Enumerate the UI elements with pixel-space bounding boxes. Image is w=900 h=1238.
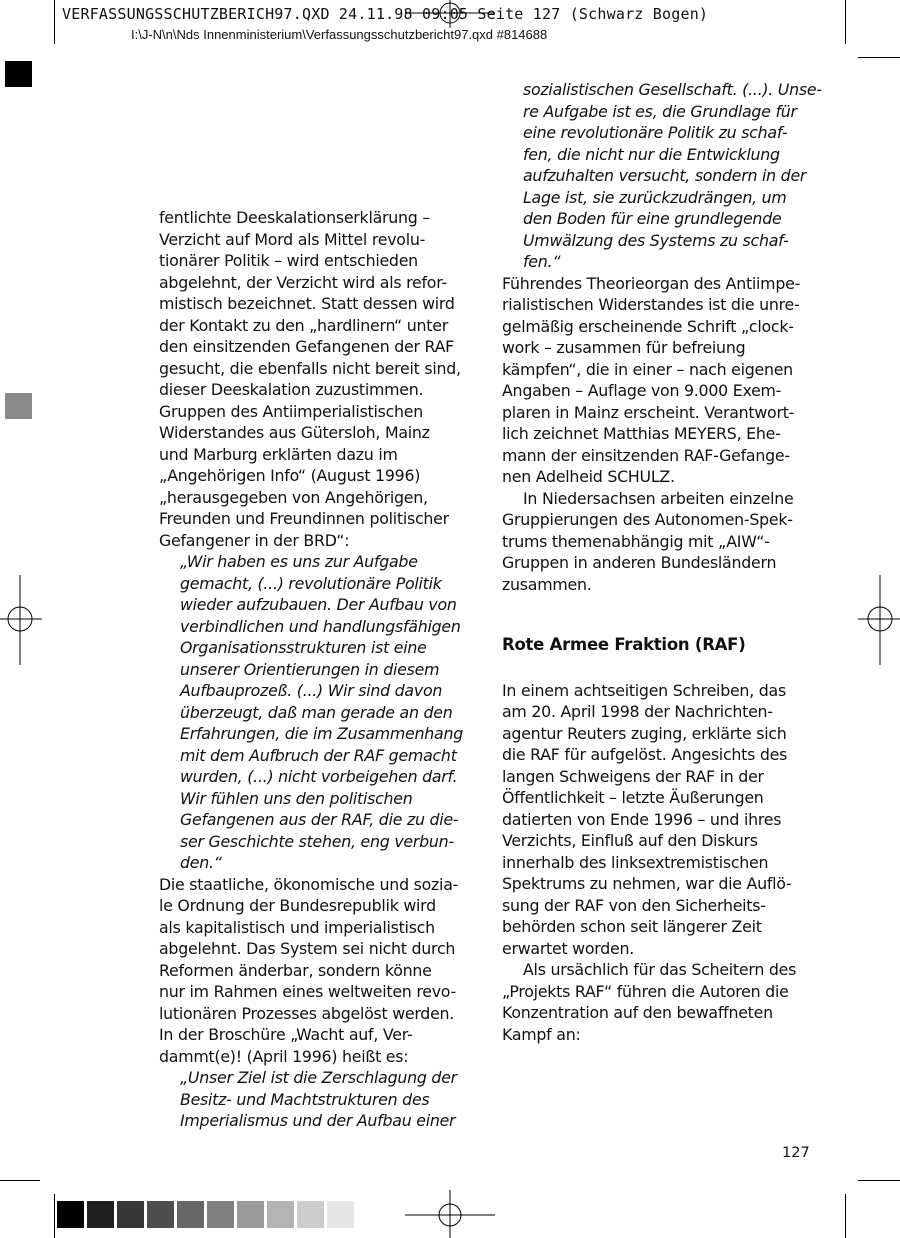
text-line: den einsitzenden Gefangenen der RAF [159,337,454,356]
text-line: nen Adelheid SCHULZ. [502,467,675,486]
print-slug: VERFASSUNGSSCHUTZBERICH97.QXD 24.11.98 09:05 Seite 127 (Schwarz Bogen) [62,5,709,23]
quote-line: „Unser Ziel ist die Zerschlagung der [180,1068,457,1087]
quote-line: aufzuhalten versucht, sondern in der [523,166,807,185]
text-line: mistisch bezeichnet. Statt dessen wird [159,294,455,313]
text-line: Als ursächlich für das Scheitern des [523,960,797,979]
quote-line: Wir fühlen uns den politischen [180,788,413,808]
text-line: „herausgegeben von Angehörigen, [159,487,428,507]
quote-line: wurden, (...) nicht vorbeigehen darf. [180,767,458,786]
quote-line: verbindlichen und handlungsfähigen [180,616,461,636]
quote-line: fen, die nicht nur die Entwicklung [523,144,780,164]
paragraph-raf-dissolution [502,680,822,960]
blockquote-wacht-auf [159,1067,463,1132]
text-line: Angaben – Auflage von 9.000 Exem- [502,381,782,400]
grayscale-swatch [237,1201,264,1228]
section-heading: Rote Armee Fraktion (RAF) [502,635,746,654]
text-line: abgelehnt, der Verzicht wird als refor- [159,272,447,292]
text-line: lich zeichnet Matthias MEYERS, Ehe- [502,424,781,443]
quote-line: Umwälzung des Systems zu schaf- [523,230,789,250]
text-line: Verzichts, Einfluß auf den Diskurs [502,831,758,850]
text-line: Führendes Theorieorgan des Antiimpe- [502,273,801,293]
quote-line: „Wir haben es uns zur Aufgabe [180,552,418,571]
text-line: Kampf an: [502,1024,581,1044]
text-line: „Projekts RAF“ führen die Autoren die [502,981,789,1001]
grayscale-swatch [327,1201,354,1228]
blockquote-angehoerigen-info [159,551,463,874]
paragraph-projekt-raf [502,959,822,1045]
quote-line: gemacht, (...) revolutionäre Politik [180,573,442,593]
file-path: I:\J-N\n\Nds Innenministerium\Verfassungsschutzbericht97.qxd #814688 [131,27,548,42]
quote-line: Aufbauprozeß. (...) Wir sind davon [180,681,443,700]
quote-line: eine revolutionäre Politik zu schaf- [523,123,788,142]
side-marker-black [5,61,32,87]
text-line: dieser Deeskalation zuzustimmen. [159,380,424,399]
grayscale-swatch [117,1201,144,1228]
text-line: agentur Reuters zuging, erklärte sich [502,723,787,743]
text-line: lutionären Prozesses abgelöst werden. [159,1003,455,1023]
text-line: Öffentlichkeit – letzte Äußerungen [502,788,764,807]
text-line: In einem achtseitigen Schreiben, das [502,680,786,700]
quote-line: Besitz- und Machtstrukturen des [180,1089,430,1109]
blockquote-continuation [502,79,822,273]
grayscale-swatch [207,1201,234,1228]
text-line: mann der einsitzenden RAF-Gefange- [502,445,790,465]
left-intro-paragraph [159,207,463,551]
quote-line: Imperialismus und der Aufbau einer [180,1111,456,1130]
side-marker-grey [5,393,32,419]
text-line: Gruppen des Antiimperialistischen [159,401,424,421]
quote-line: überzeugt, daß man gerade an den [180,702,453,722]
quote-line: unserer Orientierungen in diesem [180,659,440,679]
text-line: rialistischen Widerstandes ist die unre- [502,295,800,314]
text-line: Spektrums zu nehmen, war die Auflö- [502,874,792,893]
text-line: gelmäßig erscheinende Schrift „clock- [502,316,794,336]
text-line: nur im Rahmen eines weltweiten revo- [159,982,456,1001]
right-column [502,79,822,1045]
grayscale-swatch [87,1201,114,1228]
text-line: erwartet worden. [502,938,635,958]
text-line: kämpfen“, die in einer – nach eigenen [502,359,793,379]
crop-mark-bottom-right-h [858,1180,900,1181]
text-line: die RAF für aufgelöst. Angesichts des [502,745,788,764]
text-line: Freunden und Freundinnen politischer [159,509,449,528]
grayscale-swatch [147,1201,174,1228]
text-line: langen Schweigens der RAF in der [502,766,764,786]
quote-line: mit dem Aufbruch der RAF gemacht [180,745,457,765]
quote-line: Erfahrungen, die im Zusammenhang [180,724,463,743]
text-line: gesucht, die ebenfalls nicht bereit sind, [159,358,461,378]
quote-line: den.“ [180,853,222,872]
text-line: innerhalb des linksextremistischen [502,852,769,872]
crop-mark-bottom-left [54,1194,55,1238]
text-line: In der Broschüre „Wacht auf, Ver- [159,1025,413,1044]
crop-mark-bottom-left-h [0,1180,40,1181]
text-line: Verzicht auf Mord als Mittel revolu- [159,229,426,249]
grayscale-swatch [297,1201,324,1228]
registration-mark-top [400,0,500,30]
text-line: Die staatliche, ökonomische und sozia- [159,874,459,894]
text-line: der Kontakt zu den „hardlinern“ unter [159,315,448,335]
crop-mark-top-right-h [858,57,900,58]
grayscale-swatch [177,1201,204,1228]
text-line: Gruppen in anderen Bundesländern [502,553,777,572]
registration-mark-right [858,575,900,665]
text-line: work – zusammen für befreiung [502,338,746,357]
text-line: dammt(e)! (April 1996) heißt es: [159,1046,409,1066]
text-line: Reformen änderbar, sondern könne [159,960,432,980]
quote-line: re Aufgabe ist es, die Grundlage für [523,101,797,121]
quote-line: den Boden für eine grundlegende [523,209,782,228]
text-line: Gefangener in der BRD“: [159,530,350,550]
text-line: tionärer Politik – wird entschieden [159,251,418,270]
text-line: datierten von Ende 1996 – und ihres [502,809,782,829]
text-line: und Marburg erklärten dazu im [159,444,398,464]
text-line: „Angehörigen Info“ (August 1996) [159,466,421,485]
text-line: Konzentration auf den bewaffneten [502,1003,773,1022]
grayscale-swatch [57,1201,84,1228]
text-line: zusammen. [502,574,592,594]
crop-mark-top-right [845,0,846,44]
registration-mark-bottom [400,1190,500,1238]
left-second-paragraph [159,874,463,1068]
quote-line: Organisationsstrukturen ist eine [180,638,427,657]
quote-line: sozialistischen Gesellschaft. (...). Unse- [523,80,822,99]
registration-mark-left [0,575,42,665]
text-line: als kapitalistisch und imperialistisch [159,917,435,937]
quote-line: ser Geschichte stehen, eng verbun- [180,831,454,851]
left-column [159,207,463,1132]
text-line: Widerstandes aus Gütersloh, Mainz [159,423,430,442]
text-line: behörden schon seit längerer Zeit [502,917,762,936]
crop-mark-top-left [54,0,55,44]
text-line: fentlichte Deeskalationserklärung – [159,208,430,227]
page-number: 127 [782,1145,810,1161]
text-line: trums themenabhängig mit „AIW“- [502,531,770,551]
crop-mark-bottom-right [845,1194,846,1238]
text-line: sung der RAF von den Sicherheits- [502,895,766,915]
paragraph-niedersachsen [502,488,822,596]
grayscale-swatch [267,1201,294,1228]
text-line: le Ordnung der Bundesrepublik wird [159,896,436,915]
quote-line: Lage ist, sie zurückzudrängen, um [523,187,787,207]
quote-line: wieder aufzubauen. Der Aufbau von [180,595,457,614]
text-line: abgelehnt. Das System sei nicht durch [159,939,456,958]
text-line: plaren in Mainz erscheint. Verantwort- [502,402,795,422]
paragraph-clockwork [502,273,822,488]
quote-line: Gefangenen aus der RAF, die zu die- [180,810,459,829]
quote-line: fen.“ [523,252,561,271]
text-line: Gruppierungen des Autonomen-Spek- [502,510,793,529]
text-line: am 20. April 1998 der Nachrichten- [502,702,773,721]
text-line: In Niedersachsen arbeiten einzelne [523,488,794,508]
